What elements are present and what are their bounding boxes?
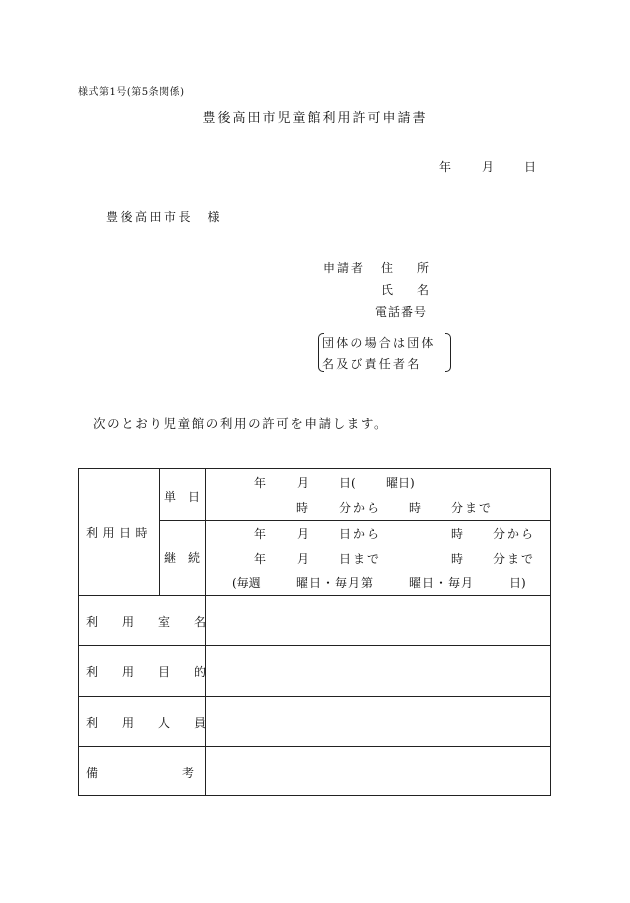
cont-month-from: 月 bbox=[297, 527, 310, 541]
phone-label: 電話番号 bbox=[375, 305, 428, 319]
cont-day-to: 日まで bbox=[339, 552, 382, 566]
cont-hour-to: 時 bbox=[451, 552, 464, 566]
room-name-label: 利 用 室 名 bbox=[86, 615, 207, 629]
group-note-bracket bbox=[318, 333, 451, 372]
cont-year-to: 年 bbox=[254, 552, 267, 566]
remarks-field[interactable] bbox=[206, 747, 551, 796]
cont-weekday-monthly2: 曜日・毎月 bbox=[409, 576, 475, 590]
col-divider-sub bbox=[159, 469, 160, 595]
applicant-label: 申請者 bbox=[323, 261, 366, 275]
single-year: 年 bbox=[254, 476, 267, 490]
document-title: 豊後高田市児童館利用許可申請書 bbox=[202, 111, 428, 126]
date-day-label: 日 bbox=[524, 160, 537, 174]
group-note-line2: 名及び責任者名 bbox=[322, 357, 422, 371]
people-label: 利 用 人 員 bbox=[86, 716, 207, 730]
intro-text: 次のとおり児童館の利用の許可を申請します。 bbox=[93, 416, 389, 431]
single-day-label: 単 日 bbox=[164, 490, 201, 504]
date-year-label: 年 bbox=[439, 160, 452, 174]
purpose-field[interactable] bbox=[206, 646, 551, 696]
continuous-label: 継 続 bbox=[164, 551, 201, 565]
right-bracket bbox=[445, 333, 451, 372]
single-hour-to: 時 bbox=[409, 501, 422, 515]
date-month-label: 月 bbox=[482, 160, 495, 174]
row-divider-single bbox=[159, 520, 551, 521]
remarks-label: 備 考 bbox=[86, 766, 195, 780]
cont-day-close: 日) bbox=[509, 576, 526, 590]
purpose-label: 利 用 目 的 bbox=[86, 665, 207, 679]
address-label: 住 所 bbox=[381, 261, 430, 275]
single-min-to: 分まで bbox=[451, 501, 494, 515]
application-table bbox=[78, 468, 551, 796]
cont-min-from: 分から bbox=[493, 527, 536, 541]
single-day-open: 日( bbox=[339, 476, 356, 490]
cont-weekday-monthly: 曜日・毎月第 bbox=[296, 576, 375, 590]
name-label: 氏 名 bbox=[381, 283, 430, 297]
cont-hour-from: 時 bbox=[451, 527, 464, 541]
room-name-field[interactable] bbox=[206, 596, 551, 645]
single-hour-from: 時 bbox=[296, 501, 309, 515]
single-min-from: 分から bbox=[339, 501, 382, 515]
single-month: 月 bbox=[297, 476, 310, 490]
cont-year-from: 年 bbox=[254, 527, 267, 541]
cont-day-from: 日から bbox=[339, 527, 382, 541]
form-number: 様式第1号(第5条関係) bbox=[78, 87, 185, 98]
datetime-label: 利用日時 bbox=[86, 526, 153, 540]
single-weekday: 曜日) bbox=[386, 476, 415, 490]
people-field[interactable] bbox=[206, 697, 551, 746]
cont-weekly-open: (毎週 bbox=[232, 576, 261, 590]
group-note-line1: 団体の場合は団体 bbox=[322, 336, 436, 350]
addressee: 豊後高田市長 様 bbox=[106, 210, 223, 224]
cont-min-to: 分まで bbox=[493, 552, 536, 566]
cont-month-to: 月 bbox=[297, 552, 310, 566]
